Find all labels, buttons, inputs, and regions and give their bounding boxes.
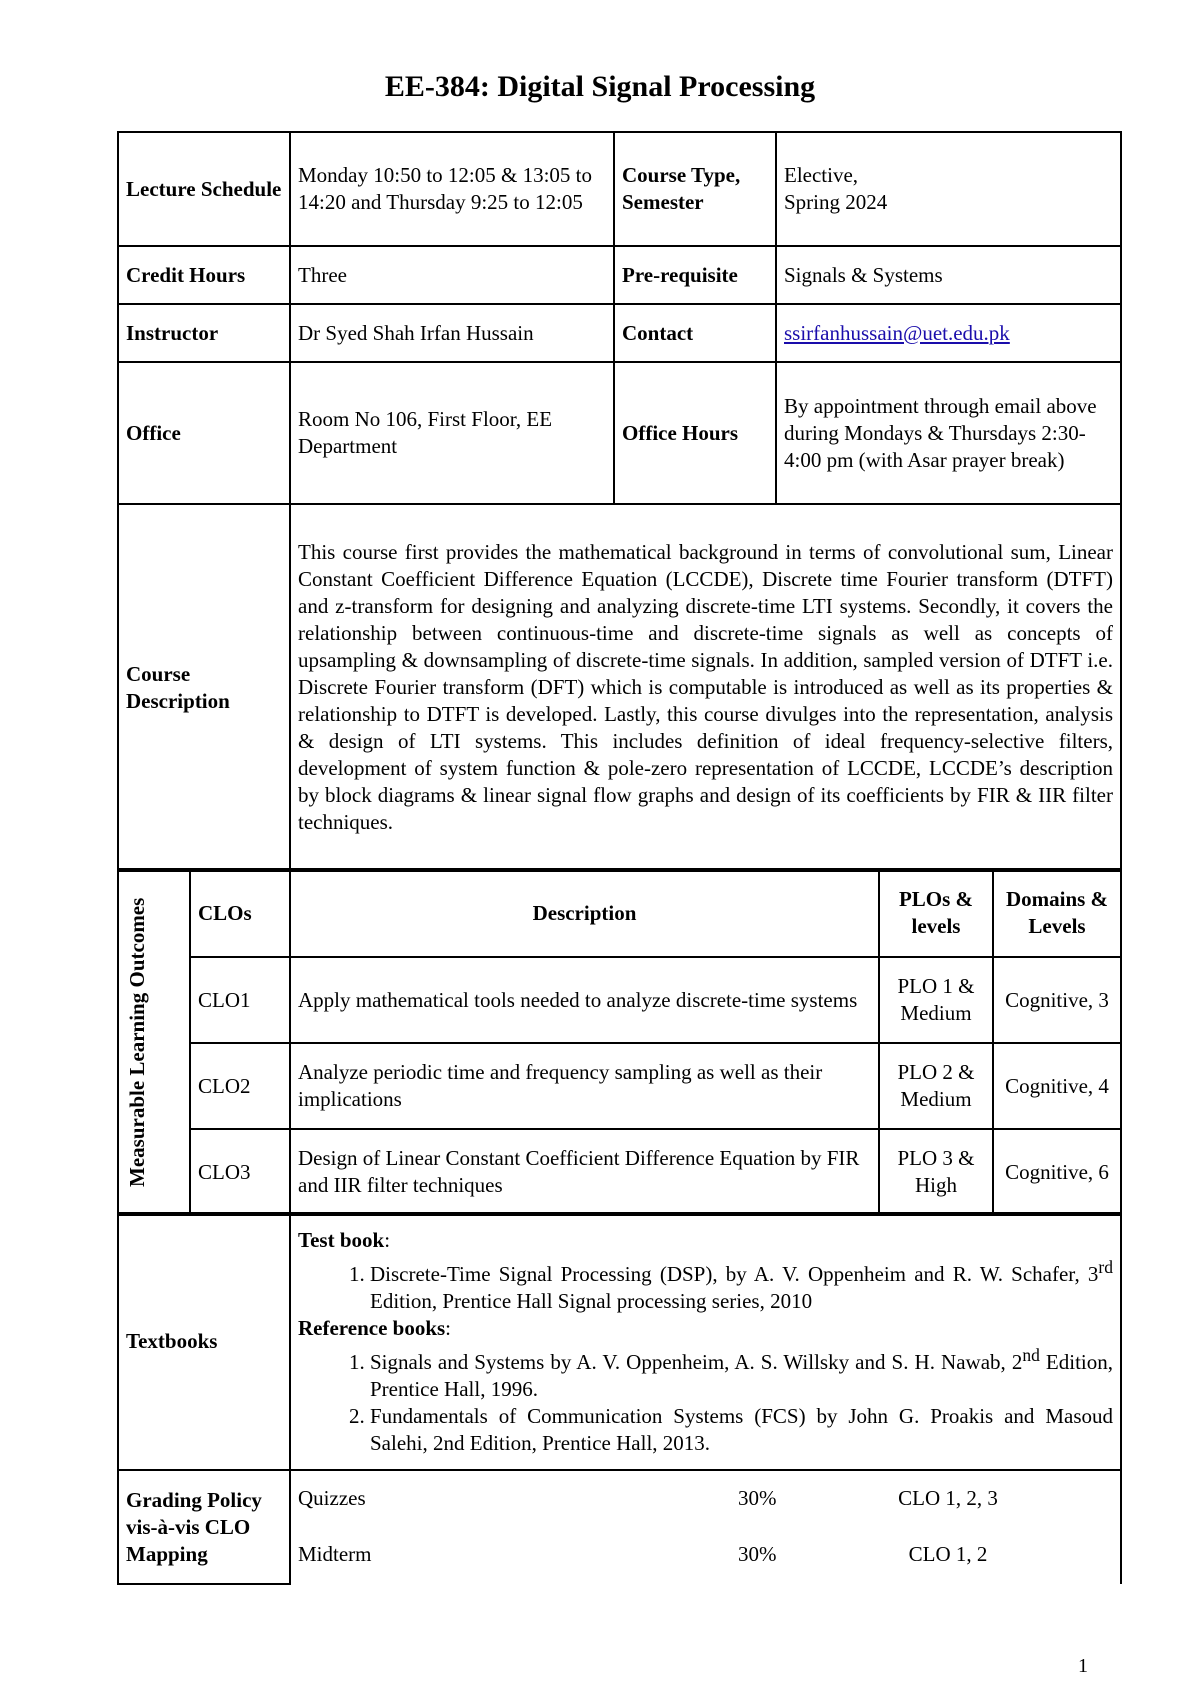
clo-domain: Cognitive, 4 — [993, 1043, 1121, 1129]
lecture-schedule-value: Monday 10:50 to 12:05 & 13:05 to 14:20 and Thursday 9:25 to 12:05 — [290, 132, 614, 246]
clo-plo: PLO 3 & High — [879, 1129, 993, 1215]
contact-label: Contact — [614, 304, 776, 362]
office-label: Office — [118, 362, 290, 504]
test-book-heading: Test book — [298, 1227, 385, 1252]
grading-clo: CLO 1, 2 — [908, 1542, 988, 1566]
instructor-label: Instructor — [118, 304, 290, 362]
grading-item: Midterm — [298, 1542, 372, 1566]
course-description-label: Course Description — [118, 504, 290, 871]
grading-row — [298, 1485, 1113, 1541]
plos-header: PLOs & levels — [879, 869, 993, 957]
course-type-label: Course Type, Semester — [614, 132, 776, 246]
instructor-value: Dr Syed Shah Irfan Hussain — [290, 304, 614, 362]
lecture-schedule-label: Lecture Schedule — [118, 132, 290, 246]
grading-row — [298, 1541, 1113, 1568]
table-row — [118, 957, 1121, 1043]
clo-domain: Cognitive, 3 — [993, 957, 1121, 1043]
clo-table — [117, 868, 1122, 1216]
clo-plo: PLO 1 & Medium — [879, 957, 993, 1043]
course-description-text: This course first provides the mathematical background in terms of convolutional sum, Linear Constant Coefficient Difference Equation (LCCDE), Discrete time Fourier transform (DTFT) and z-transform for designing and analyzing discrete-time LTI systems. Secondly, it covers the relationship between continuous-time and discrete-time signals as well as concepts of upsampling & downsampling of discrete-time signals. In addition, sampled version of DTFT i.e. Discrete Fourier transform (DFT) which is computable is introduced as well as its properties & relationship to DTFT is developed. Lastly, this course divulges into the representation, analysis & design of LTI systems. This includes definition of ideal frequency-selective filters, development of system function & pole-zero representation of LCCDE, LCCDE’s description by block diagrams & linear signal flow graphs and design of its coefficients by FIR & IIR filter techniques. — [290, 504, 1121, 871]
domains-header: Domains & Levels — [993, 869, 1121, 957]
reference-books-heading: Reference books — [298, 1315, 446, 1340]
clo-id: CLO2 — [190, 1043, 290, 1129]
clo-plo: PLO 2 & Medium — [879, 1043, 993, 1129]
office-hours-value: By appointment through email above during Mondays & Thursdays 2:30-4:00 pm (with Asar prayer break) — [776, 362, 1121, 504]
reference-book-list — [298, 1342, 1113, 1457]
learning-outcomes-side-cell — [118, 869, 190, 1215]
test-book-list — [298, 1254, 1113, 1315]
page-title: EE-384: Digital Signal Processing — [384, 70, 816, 103]
grading-percent: 30% — [738, 1486, 777, 1510]
contact-email-link[interactable]: ssirfanhussain@uet.edu.pk — [784, 320, 1010, 345]
prerequisite-value: Signals & Systems — [776, 246, 1121, 304]
description-header: Description — [290, 869, 879, 957]
credit-hours-value: Three — [290, 246, 614, 304]
table-row — [118, 1129, 1121, 1215]
grading-clo: CLO 1, 2, 3 — [898, 1486, 998, 1510]
course-type-value — [776, 132, 1121, 246]
clo-id: CLO1 — [190, 957, 290, 1043]
prerequisite-label: Pre-requisite — [614, 246, 776, 304]
clo-description: Design of Linear Constant Coefficient Difference Equation by FIR and IIR filter techniques — [290, 1129, 879, 1215]
course-type-line1: Elective, — [784, 163, 859, 187]
clo-domain: Cognitive, 6 — [993, 1129, 1121, 1215]
grading-policy-label: Grading Policy vis-à-vis CLO Mapping — [118, 1470, 290, 1584]
office-value: Room No 106, First Floor, EE Department — [290, 362, 614, 504]
list-item: 1. Signals and Systems by A. V. Oppenheim, A. S. Willsky and S. H. Nawab, 2nd Edition, Prentice Hall, 1996. — [370, 1342, 1113, 1403]
table-row — [118, 1043, 1121, 1129]
grading-content — [290, 1470, 1121, 1584]
textbooks-label: Textbooks — [118, 1213, 290, 1470]
clo-id: CLO3 — [190, 1129, 290, 1215]
course-info-table — [117, 131, 1122, 872]
page-number: 1 — [1078, 1655, 1088, 1677]
clo-description: Apply mathematical tools needed to analyze discrete-time systems — [290, 957, 879, 1043]
textbooks-grading-table — [117, 1212, 1122, 1585]
list-item: 1. Discrete-Time Signal Processing (DSP), by A. V. Oppenheim and R. W. Schafer, 3rd Edition, Prentice Hall Signal processing series, 2010 — [370, 1254, 1113, 1315]
learning-outcomes-side-label: Measurable Learning Outcomes — [125, 897, 149, 1187]
grading-item: Quizzes — [298, 1486, 366, 1510]
clo-description: Analyze periodic time and frequency sampling as well as their implications — [290, 1043, 879, 1129]
grading-percent: 30% — [738, 1542, 777, 1566]
textbooks-content: Test book: 1. Discrete-Time Signal Processing (DSP), by A. V. Oppenheim and R. W. Schafer, 3rd Edition, Prentice Hall Signal processing series, 2010 Reference books: 1. Signals and Systems by A. V. Oppenheim, A. S. Willsky and S. H. Nawab, 2nd Edition, Prentice Hall, 1996. 2. Fundamentals of Communication Systems (FCS) by John G. Proakis and Masoud Salehi, 2nd Edition, Prentice Hall, 2013. — [290, 1213, 1121, 1470]
course-type-line2: Spring 2024 — [784, 190, 888, 214]
credit-hours-label: Credit Hours — [118, 246, 290, 304]
list-item: 2. Fundamentals of Communication Systems (FCS) by John G. Proakis and Masoud Salehi, 2nd Edition, Prentice Hall, 2013. — [370, 1403, 1113, 1457]
office-hours-label: Office Hours — [614, 362, 776, 504]
contact-cell — [776, 304, 1121, 362]
clos-header: CLOs — [190, 869, 290, 957]
